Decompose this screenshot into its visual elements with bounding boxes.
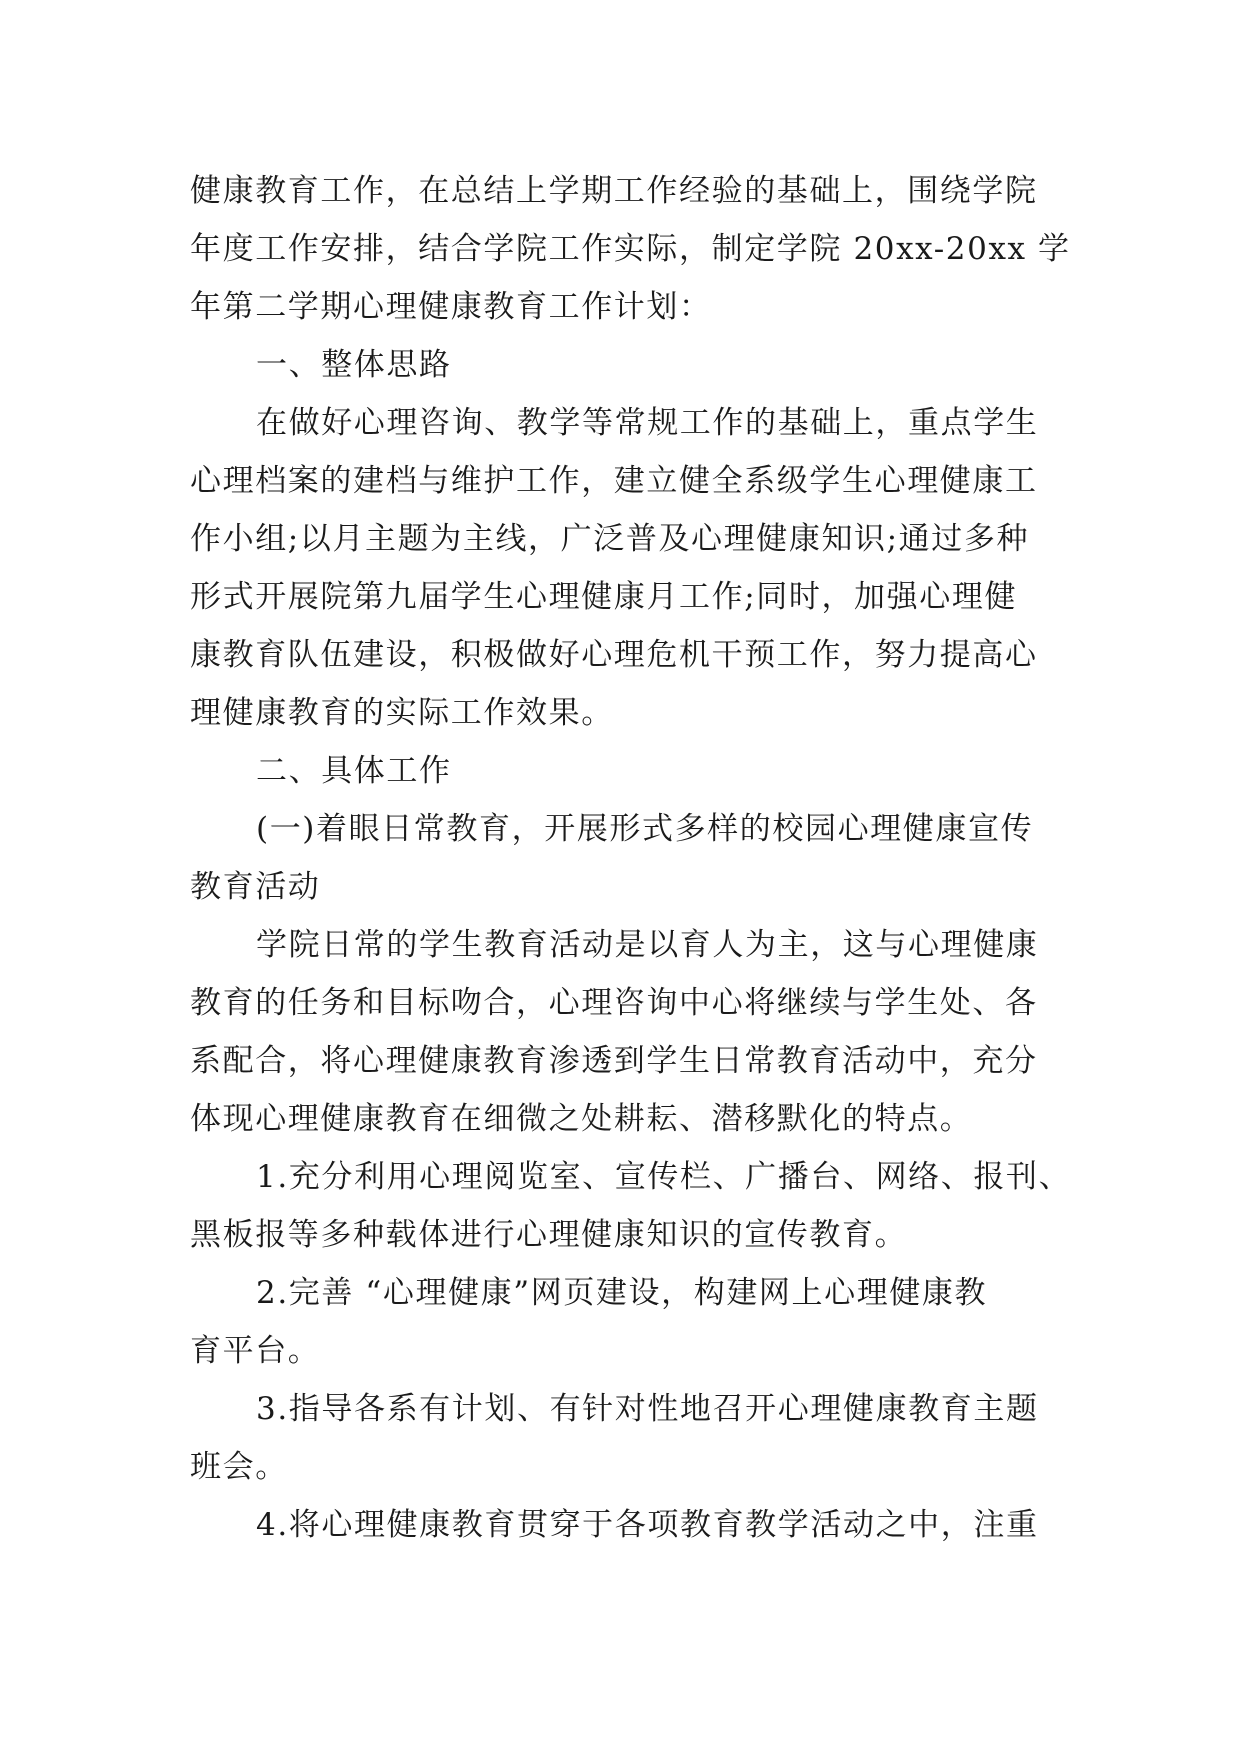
- text-line: 作小组;以月主题为主线，广泛普及心理健康知识;通过多种: [190, 521, 1030, 557]
- text-line: 心理档案的建档与维护工作，建立健全系级学生心理健康工: [190, 463, 1038, 499]
- paragraph: [190, 1264, 1060, 1380]
- text-line: 学院日常的学生教育活动是以育人为主，这与心理健康: [256, 927, 1039, 963]
- paragraph: [190, 916, 1060, 1148]
- paragraph: [190, 162, 1071, 336]
- text-line: 康教育队伍建设，积极做好心理危机干预工作，努力提高心: [190, 637, 1038, 673]
- text-line: 4.将心理健康教育贯穿于各项教育教学活动之中，注重: [256, 1507, 1039, 1543]
- text-line: 理健康教育的实际工作效果。: [190, 695, 614, 731]
- text-line: 教育的任务和目标吻合，心理咨询中心将继续与学生处、各: [190, 985, 1038, 1021]
- paragraph: [190, 742, 1060, 800]
- text-line: 1.充分利用心理阅览室、宣传栏、广播台、网络、报刊、: [256, 1159, 1072, 1195]
- text-line: 在做好心理咨询、教学等常规工作的基础上，重点学生: [256, 405, 1039, 441]
- text-line: 体现心理健康教育在细微之处耕耘、潜移默化的特点。: [190, 1101, 973, 1137]
- text-line: 年度工作安排，结合学院工作实际，制定学院 20xx-20xx 学: [190, 231, 1071, 267]
- paragraph: [190, 1148, 1072, 1264]
- text-line: 系配合，将心理健康教育渗透到学生日常教育活动中，充分: [190, 1043, 1038, 1079]
- text-line: 年第二学期心理健康教育工作计划：: [190, 289, 712, 325]
- paragraph: [190, 1380, 1060, 1496]
- text-line: 黑板报等多种载体进行心理健康知识的宣传教育。: [190, 1217, 908, 1253]
- text-line: 育平台。: [190, 1333, 321, 1369]
- text-line: (一)着眼日常教育，开展形式多样的校园心理健康宣传: [256, 811, 1034, 847]
- text-line: 3.指导各系有计划、有针对性地召开心理健康教育主题: [256, 1391, 1039, 1427]
- text-line: 形式开展院第九届学生心理健康月工作;同时，加强心理健: [190, 579, 1018, 615]
- text-line: 健康教育工作，在总结上学期工作经验的基础上，围绕学院: [190, 173, 1038, 209]
- paragraph: [190, 1496, 1060, 1554]
- text-line: 班会。: [190, 1449, 288, 1485]
- text-line: 二、具体工作: [256, 753, 452, 789]
- paragraph: [190, 394, 1060, 742]
- document-body: [190, 162, 1072, 1554]
- paragraph: [190, 800, 1060, 916]
- paragraph: [190, 336, 1060, 394]
- text-line: 2.完善 “心理健康”网页建设，构建网上心理健康教: [256, 1275, 988, 1311]
- text-line: 教育活动: [190, 869, 321, 905]
- text-line: 一、整体思路: [256, 347, 452, 383]
